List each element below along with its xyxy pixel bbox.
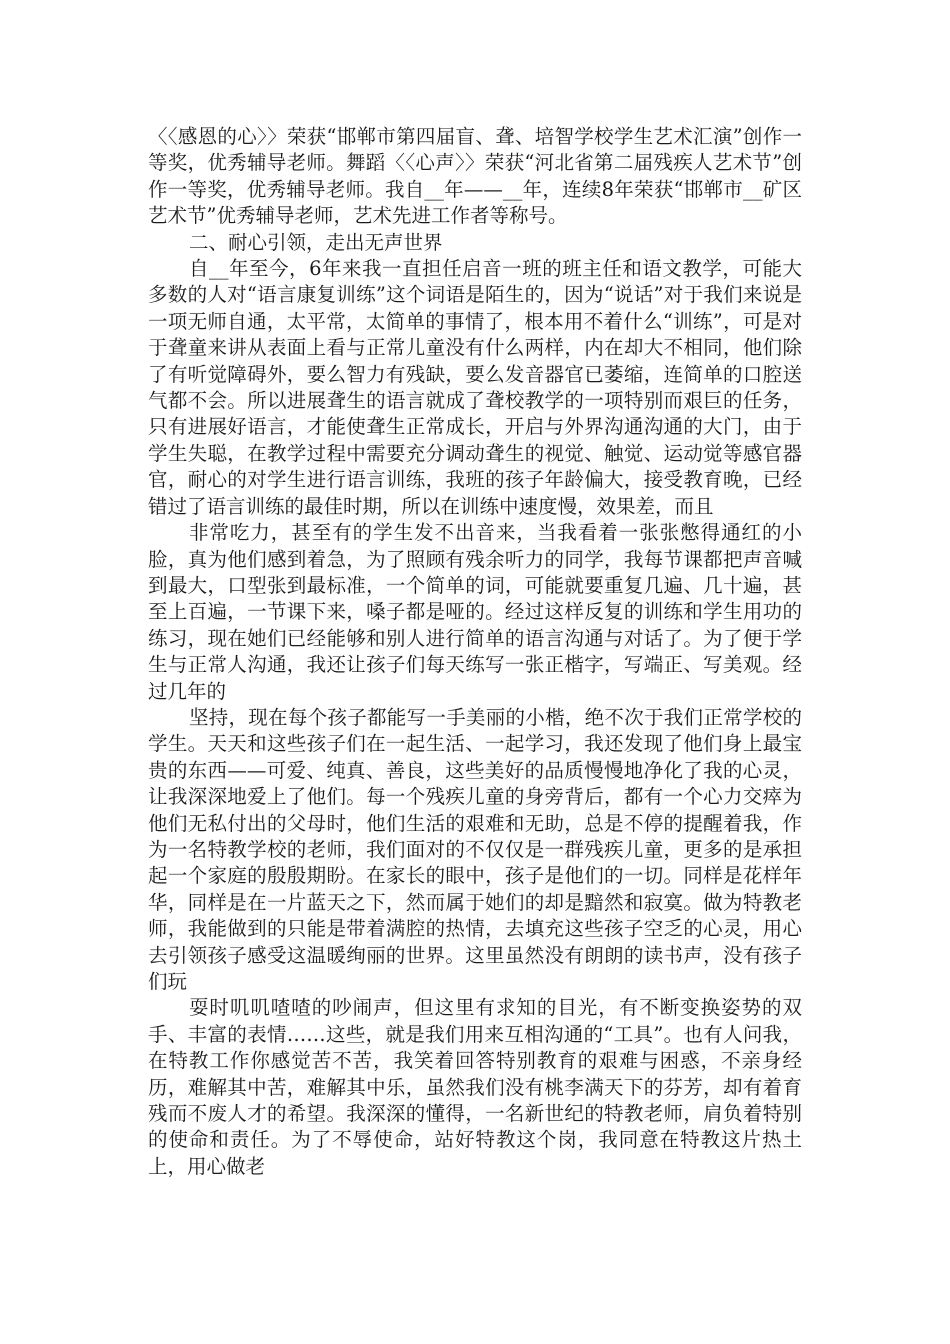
- paragraph-mission: 耍时叽叽喳喳的吵闹声，但这里有求知的目光，有不断变换姿势的双手、丰富的表情……这些，就是我们用来互相沟通的“工具”。也有人问我，在特教工作你感觉苦不苦，我笑着回答特别教育的艰难与困惑，不亲身经历，难解其中苦，难解其中乐，虽然我们没有桃李满天下的芬芳，却有着育残而不废人才的希望。我深深的懂得，一名新世纪的特教老师，肩负着特别的使命和责任。为了不辱使命，站好特教这个岗，我同意在特教这片热土上，用心做老: [148, 996, 802, 1178]
- paragraph-awards: 〈〈感恩的心〉〉荣获“邯郸市第四届盲、聋、培智学校学生艺术汇演”创作一等奖，优秀辅导老师。舞蹈〈〈心声〉〉荣获“河北省第二届残疾人艺术节”创作一等奖，优秀辅导老师。我自__年——__年，连续8年荣获“邯郸市__矿区艺术节”优秀辅导老师，艺术先进工作者等称号。: [148, 125, 802, 228]
- paragraph-language-training: 自__年至今，6年来我一直担任启音一班的班主任和语文教学，可能大多数的人对“语言康复训练”这个词语是陌生的，因为“说话”对于我们来说是一项无师自通，太平常，太简单的事情了，根本用不着什么“训练”，可是对于聋童来讲从表面上看与正常儿童没有什么两样，内在却大不相同，他们除了有听觉障碍外，要么智力有残缺，要么发音器官已萎缩，连简单的口腔送气都不会。所以进展聋生的语言就成了聋校教学的一项特别而艰巨的任务，只有进展好语言，才能使聋生正常成长，开启与外界沟通沟通的大门，由于学生失聪，在教学过程中需要充分调动聋生的视觉、触觉、运动觉等感官器官，耐心的对学生进行语言训练，我班的孩子年龄偏大，接受教育晚，已经错过了语言训练的最佳时期，所以在训练中速度慢，效果差，而且: [148, 257, 802, 518]
- section-heading: 二、耐心引领，走出无声世界: [188, 230, 443, 254]
- paragraph-effort: 非常吃力，甚至有的学生发不出音来，当我看着一张张憋得通红的小脸，真为他们感到着急，为了照顾有残余听力的同学，我每节课都把声音喊到最大，口型张到最标准，一个简单的词，可能就要重复几遍、几十遍，甚至上百遍，一节课下来，嗓子都是哑的。经过这样反复的训练和学生用功的练习，现在她们已经能够和别人进行简单的语言沟通与对话了。为了便于学生与正常人沟通，我还让孩子们每天练写一张正楷字，写端正、写美观。经过几年的: [148, 521, 802, 703]
- document-page: [148, 124, 802, 1180]
- paragraph-persistence: 坚持，现在每个孩子都能写一手美丽的小楷，绝不次于我们正常学校的学生。天天和这些孩子们在一起生活、一起学习，我还发现了他们身上最宝贵的东西——可爱、纯真、善良，这些美好的品质慢慢地净化了我的心灵，让我深深地爱上了他们。每一个残疾儿童的身旁背后，都有一个心力交瘁为他们无私付出的父母时，他们生活的艰难和无助，总是不停的提醒着我，作为一名特教学校的老师，我们面对的不仅仅是一群残疾儿童，更多的是承担起一个家庭的殷殷期盼。在家长的眼中，孩子是他们的一切。同样是花样年华，同样是在一片蓝天之下，然而属于她们的却是黯然和寂寞。做为特教老师，我能做到的只能是带着满腔的热情，去填充这些孩子空乏的心灵，用心去引领孩子感受这温暖绚丽的世界。这里虽然没有朗朗的读书声，没有孩子们玩: [148, 705, 802, 993]
